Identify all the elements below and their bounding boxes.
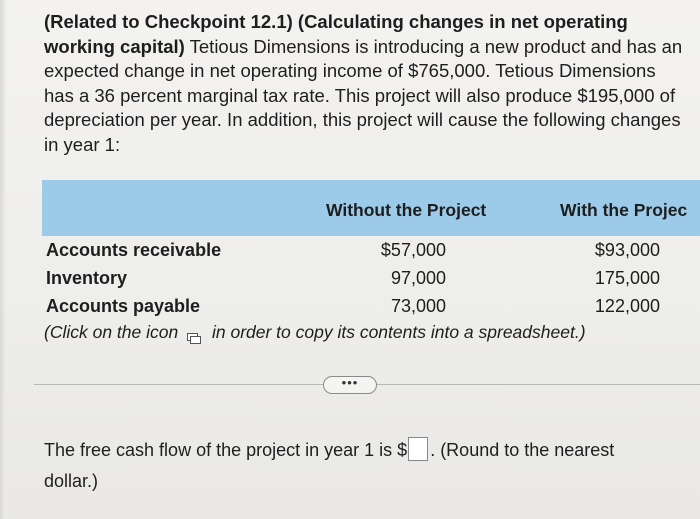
value-with-project: 122,000: [594, 296, 660, 316]
copy-instruction-before: (Click on the icon: [44, 322, 179, 342]
question-text-after: . (Round to the nearest dollar.): [44, 440, 615, 491]
value-with-project: $93,000: [594, 240, 660, 260]
value-without-project: 73,000: [390, 296, 446, 316]
problem-statement: [44, 10, 684, 157]
value-without-project: $57,000: [380, 240, 446, 260]
left-edge: [0, 0, 6, 519]
question-prompt: [44, 435, 644, 497]
table-row: [46, 240, 700, 266]
copy-instruction: [44, 322, 586, 343]
copy-instruction-after: in order to copy its contents into a spreadsheet.): [211, 322, 586, 342]
copy-spreadsheet-icon[interactable]: [187, 328, 201, 339]
question-text-before: The free cash flow of the project in year 1 is $: [44, 440, 408, 460]
column-header-without-project: Without the Project: [326, 200, 487, 220]
answer-input[interactable]: [408, 437, 428, 461]
problem-heading: (Related to Checkpoint 12.1) (Calculating changes in net operating working capital): [44, 11, 628, 57]
problem-text: Tetious Dimensions is introducing a new product and has an expected change in net operating income of $765,000. Tetious Dimensions has a 36 percent marginal tax rate. This project will also produce $195,000 of depreciation per year. In addition, this project will cause the following changes in year 1:: [44, 35, 683, 155]
row-label: Accounts payable: [46, 296, 201, 316]
expand-more-button[interactable]: •••: [323, 376, 377, 394]
row-label: Inventory: [46, 268, 128, 288]
value-with-project: 175,000: [594, 268, 660, 288]
column-header-with-project: With the Projec: [560, 200, 688, 220]
table-row: [46, 296, 700, 322]
value-without-project: 97,000: [390, 268, 446, 288]
row-label: Accounts receivable: [46, 240, 222, 260]
table-row: [46, 268, 700, 294]
